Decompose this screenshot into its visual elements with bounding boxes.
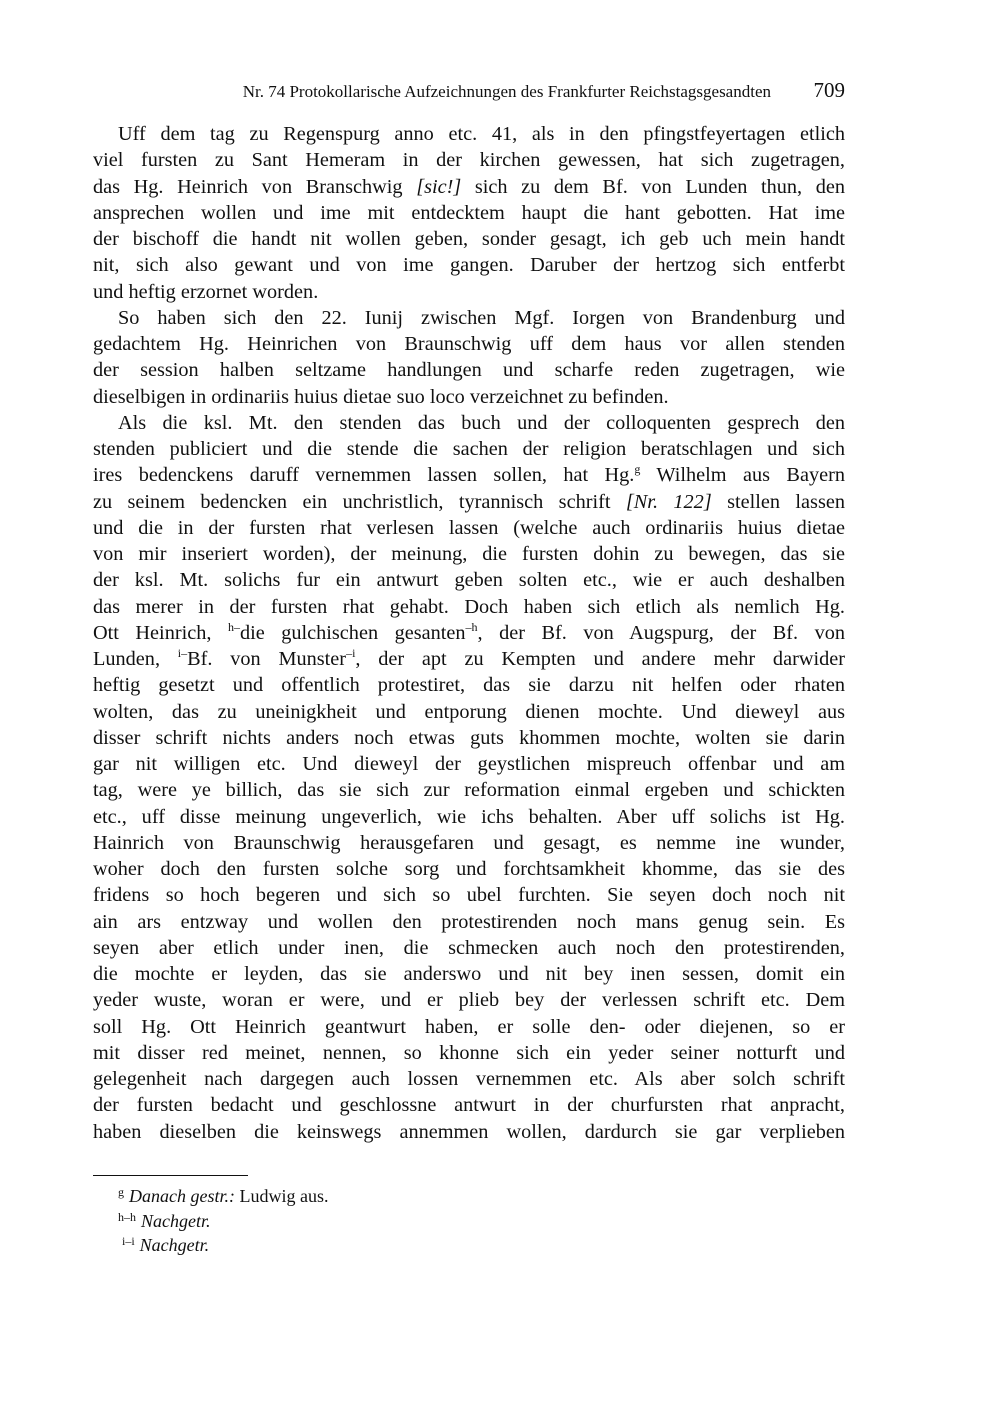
text-line xyxy=(93,830,845,856)
text-line xyxy=(93,1040,845,1066)
text-segment: soll Hg. Ott Heinrich geantwurt haben, er solle den- oder diejenen, so er xyxy=(93,1015,845,1038)
text-line xyxy=(93,200,845,226)
text-segment: und die in der fursten rhat verlesen lassen (welche auch ordinariis huius dietae xyxy=(93,516,845,539)
text-line xyxy=(93,777,845,803)
text-segment: Ott Heinrich, xyxy=(93,621,228,644)
footnote-divider xyxy=(93,1175,248,1176)
text-segment: yeder wuste, woran er were, und er plieb bey der verlessen schrift etc. Dem xyxy=(93,989,845,1012)
text-segment: haben dieselben die keinswegs annemmen wollen, dardurch sie gar verplieben xyxy=(93,1120,845,1143)
text-segment: , der Bf. von Augspurg, der Bf. von xyxy=(477,621,845,644)
text-segment: sich zu dem Bf. von Lunden thun, den xyxy=(461,175,845,198)
text-segment: dieselbigen in ordinariis huius dietae suo loco verzeichnet zu befinden. xyxy=(93,385,669,408)
footnote-mark: g xyxy=(118,1185,124,1199)
text-line xyxy=(93,882,845,908)
text-line xyxy=(93,279,845,305)
text-segment: , der apt zu Kempten und andere mehr darwider xyxy=(355,648,846,670)
footnote xyxy=(118,1229,329,1254)
text-segment: die mochte er leyden, das sie anderswo und nit bey inen sessen, domit ein xyxy=(93,963,845,985)
text-segment: gelegenheit nach dargegen auch lossen vernemmen etc. Als aber solch schrift xyxy=(93,1068,845,1090)
running-title: Nr. 74 Protokollarische Aufzeichnungen des Frankfurter Reichstagsgesandten xyxy=(242,82,771,101)
text-line xyxy=(93,252,845,278)
text-line xyxy=(93,699,845,725)
text-line xyxy=(93,174,845,200)
text-segment: von mir inseriert worden), der meinung, die fursten dohin zu bewegen, das sie xyxy=(93,543,845,565)
footnote-marker: –h xyxy=(465,619,478,634)
text-line xyxy=(93,410,845,436)
text-line xyxy=(93,515,845,541)
footnote-marker: h– xyxy=(227,619,240,634)
text-segment: und heftig erzornet worden. xyxy=(93,280,319,303)
text-line xyxy=(93,357,845,383)
text-segment: wolten, das zu uneinigkheit und entporung dienen mochte. Und dieweyl aus xyxy=(93,700,845,723)
text-segment: stellen lassen xyxy=(711,490,845,513)
text-line xyxy=(93,462,845,488)
text-segment: disser schrift nichts anders noch etwas guts khommen mochte, wolten sie darin xyxy=(93,726,845,749)
text-segment: Bf. von Munster xyxy=(187,648,347,670)
text-segment: nit, sich also gewant und von ime gangen. Daruber der hertzog sich entferbt xyxy=(93,254,845,277)
text-segment: Hainrich von Braunschwig herausgefaren und gesagt, es nemme ine wunder, xyxy=(93,831,845,854)
text-segment: der fursten bedacht und geschlossne antwurt in der churfursten rhat anpracht, xyxy=(93,1094,845,1117)
text-line xyxy=(93,567,845,593)
text-line xyxy=(93,384,845,410)
text-line xyxy=(93,725,845,751)
text-line xyxy=(93,305,845,331)
footnote-marker: –i xyxy=(346,646,356,660)
footnote xyxy=(118,1180,329,1205)
text-segment: stenden publiciert und die stende die sachen der religion beratschlagen und sich xyxy=(93,438,845,460)
text-segment: der bischoff die handt nit wollen geben, sonder gesagt, ich geb uch mein handt xyxy=(93,228,845,250)
text-line xyxy=(93,856,845,882)
text-segment: fridens so hoch begeren und sich so ubel furchten. Sie seyen doch noch nit xyxy=(93,884,845,907)
text-line xyxy=(93,147,845,173)
main-text xyxy=(93,121,845,1145)
text-line xyxy=(93,672,845,698)
text-line xyxy=(93,751,845,777)
text-segment: zu seinem bedencken ein unchristlich, tyrannisch schrift xyxy=(93,490,626,513)
text-segment: Lunden, xyxy=(93,648,178,670)
footnote-mark: h–h xyxy=(118,1209,136,1224)
text-segment: tag, were ye billich, das sie sich zur reformation einmal ergeben und schickten xyxy=(93,779,845,802)
footnote-label: Nachgetr. xyxy=(141,1210,211,1231)
text-segment: mit disser red meinet, nennen, so khonne sich ein yeder seiner notturft und xyxy=(93,1041,845,1064)
footnote-label: Danach gestr.: xyxy=(129,1186,235,1206)
text-segment: das merer in der fursten rhat gehabt. Doch haben sich etlich als nemlich Hg. xyxy=(93,595,845,618)
text-line xyxy=(93,935,845,961)
text-line xyxy=(93,1119,845,1145)
text-segment: etc., uff disse meinung ungeverlich, wie ichs behalten. Aber uff solichs ist Hg. xyxy=(93,805,845,828)
text-line xyxy=(93,987,845,1013)
text-line xyxy=(93,1092,845,1118)
editorial-note: [Nr. 122] xyxy=(625,490,712,513)
text-segment: der session halben seltzame handlungen und scharfe reden zugetragen, wie xyxy=(93,359,845,382)
text-line xyxy=(93,594,845,620)
text-line xyxy=(93,909,845,935)
text-segment: das Hg. Heinrich von Branschwig xyxy=(93,175,417,198)
text-line xyxy=(93,331,845,357)
text-segment: Als die ksl. Mt. den stenden das buch und der colloquenten gesprech den xyxy=(118,411,845,434)
text-segment: ires bedenckens daruff vernemmen lassen sollen, hat Hg. xyxy=(93,464,635,487)
editorial-note: [sic!] xyxy=(416,175,462,198)
text-line xyxy=(93,541,845,567)
text-segment: heftig gesetzt und offentlich protestiret, das sie darzu nit helfen oder rhaten xyxy=(93,674,845,697)
page-number: 709 xyxy=(813,78,845,102)
text-line xyxy=(93,1066,845,1092)
text-segment: Wilhelm aus Bayern xyxy=(640,464,845,487)
footnote-mark: i–i xyxy=(122,1234,135,1248)
text-line xyxy=(93,121,845,147)
running-header xyxy=(93,78,845,108)
text-segment: seyen aber etlich under inen, die schmecken auch noch den protestirenden, xyxy=(93,936,845,959)
text-segment: ansprechen wollen und ime mit entdecktem haupt die hant gebotten. Hat ime xyxy=(93,201,845,224)
text-segment: gar nit willigen etc. Und dieweyl der geystlichen mispreuch offenbar und am xyxy=(93,753,845,775)
text-segment: woher doch den fursten solche sorg und forchtsamkheit khomme, das sie des xyxy=(93,858,845,880)
text-line xyxy=(93,620,845,646)
text-segment: ain ars entzway und wollen den protestirenden noch mans genug sein. Es xyxy=(93,910,845,933)
footnote-marker: g xyxy=(634,462,641,477)
text-segment: gedachtem Hg. Heinrichen von Braunschwig uff dem haus vor allen stenden xyxy=(93,333,845,355)
text-line xyxy=(93,489,845,515)
footnotes xyxy=(118,1180,329,1254)
text-segment: So haben sich den 22. Iunij zwischen Mgf. Iorgen von Brandenburg und xyxy=(118,306,845,329)
text-line xyxy=(93,804,845,830)
text-line xyxy=(93,961,845,987)
text-segment: Uff dem tag zu Regenspurg anno etc. 41, als in den pfingstfeyertagen etlich xyxy=(118,123,845,145)
footnote-text: Ludwig aus. xyxy=(235,1186,329,1206)
text-segment: die gulchischen gesanten xyxy=(239,621,466,644)
footnote xyxy=(118,1205,329,1230)
text-line xyxy=(93,1014,845,1040)
text-segment: viel fursten zu Sant Hemeram in der kirchen gewessen, hat sich zugetragen, xyxy=(93,149,845,172)
text-segment: der ksl. Mt. solichs fur ein antwurt geben solten etc., wie er auch deshalben xyxy=(93,569,845,592)
footnote-marker: i– xyxy=(177,646,188,660)
footnote-label: Nachgetr. xyxy=(139,1235,210,1255)
text-line xyxy=(93,226,845,252)
text-line xyxy=(93,436,845,462)
text-line xyxy=(93,646,845,672)
